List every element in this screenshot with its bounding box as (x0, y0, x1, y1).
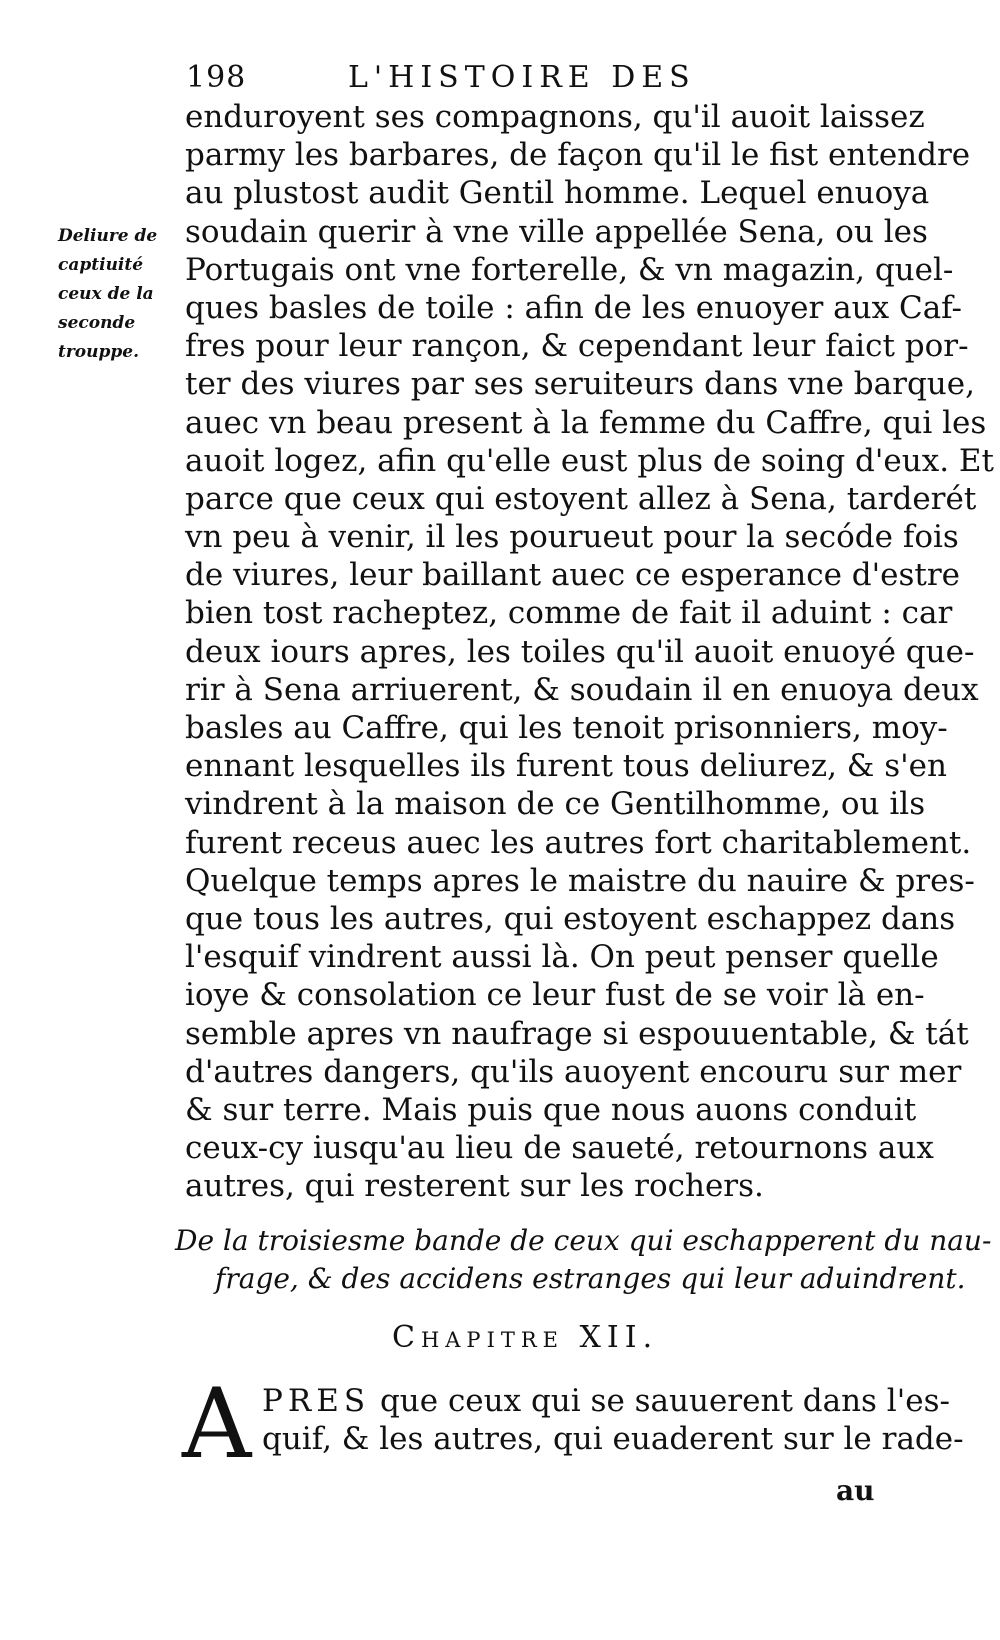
text-line: auec vn beau present à la femme du Caffre, qui les (185, 404, 987, 441)
opening-text: que ceux qui se sauuerent dans l'es- (379, 1383, 950, 1419)
catchword: au (836, 1474, 875, 1507)
running-head: L'HISTOIRE DES (348, 60, 696, 95)
text-line: l'esquif vindrent aussi là. On peut penser quelle (185, 939, 939, 976)
text-line: bien tost racheptez, comme de fait il aduint : car (185, 595, 953, 632)
text-line: enduroyent ses compagnons, qu'il auoit laissez (185, 99, 925, 135)
marginal-note (58, 222, 176, 367)
text-line: parmy les barbares, de façon qu'il le fist entendre (185, 137, 971, 174)
opening-caps: PRES (262, 1383, 371, 1419)
chapter-opening (182, 1368, 964, 1480)
text-line: d'autres dangers, qu'ils auoyent encouru sur mer (185, 1053, 962, 1090)
text-line: basles au Caffre, qui les tenoit prisonniers, moy- (185, 710, 948, 746)
drop-cap: A (182, 1368, 252, 1480)
text-line: de viures, leur baillant auec ce esperance d'estre (185, 557, 961, 594)
text-line: rir à Sena arriuerent, & soudain il en enuoya deux (185, 671, 979, 708)
marginal-note-line: captiuité (58, 255, 144, 275)
text-line: deux iours apres, les toiles qu'il auoit enuoyé que- (185, 633, 975, 670)
text-line: furent receus auec les autres fort charitablement. (185, 824, 972, 861)
text-line: ter des viures par ses seruiteurs dans vne barque, (185, 366, 975, 403)
marginal-note-line: trouppe. (58, 342, 140, 362)
opening-line (262, 1382, 950, 1420)
marginal-note-line: ceux de la (58, 284, 154, 304)
text-line: au plustost audit Gentil homme. Lequel enuoya (185, 175, 930, 212)
text-line: Quelque temps apres le maistre du nauire & pres- (185, 862, 975, 899)
text-line: parce que ceux qui estoyent allez à Sena, tarderét (185, 480, 977, 517)
text-line: que tous les autres, qui estoyent eschappez dans (185, 900, 956, 937)
text-line: semble apres vn naufrage si espouuentable, & tát (185, 1015, 969, 1052)
text-line: & sur terre. Mais puis que nous auons conduit (185, 1091, 917, 1128)
page-header (186, 58, 906, 98)
marginal-note-line: seconde (58, 313, 136, 333)
text-line: ques basles de toile : afin de les enuoyer aux Caf- (185, 289, 963, 326)
text-line: auoit logez, afin qu'elle eust plus de soing d'eux. Et (185, 442, 994, 479)
chapter-summary (175, 1222, 992, 1298)
text-line: Portugais ont vne forterelle, & vn magazin, quel- (185, 251, 954, 288)
text-line: ennant lesquelles ils furent tous deliurez, & s'en (185, 748, 947, 785)
chapter-summary-line: De la troisiesme bande de ceux qui eschapperent du nau- (175, 1224, 992, 1257)
page-number: 198 (186, 60, 247, 95)
chapter-heading: Chapitre XII. (392, 1320, 659, 1355)
text-line: ioye & consolation ce leur fust de se voir là en- (185, 977, 925, 1014)
marginal-note-line: Deliure de (58, 226, 158, 246)
text-line: vn peu à venir, il les pourueut pour la secóde fois (185, 519, 959, 556)
chapter-summary-line: frage, & des accidens estranges qui leur aduindrent. (215, 1262, 966, 1295)
text-line: soudain querir à vne ville appellée Sena, ou les (185, 213, 928, 250)
opening-line: quif, & les autres, qui euaderent sur le rade- (262, 1421, 964, 1457)
text-line: autres, qui resterent sur les rochers. (185, 1168, 764, 1205)
text-line: fres pour leur rançon, & cependant leur faict por- (185, 328, 969, 365)
body-text (185, 98, 994, 1205)
text-line: vindrent à la maison de ce Gentilhomme, ou ils (185, 786, 926, 823)
text-line: ceux-cy iusqu'au lieu de saueté, retournons aux (185, 1130, 934, 1167)
